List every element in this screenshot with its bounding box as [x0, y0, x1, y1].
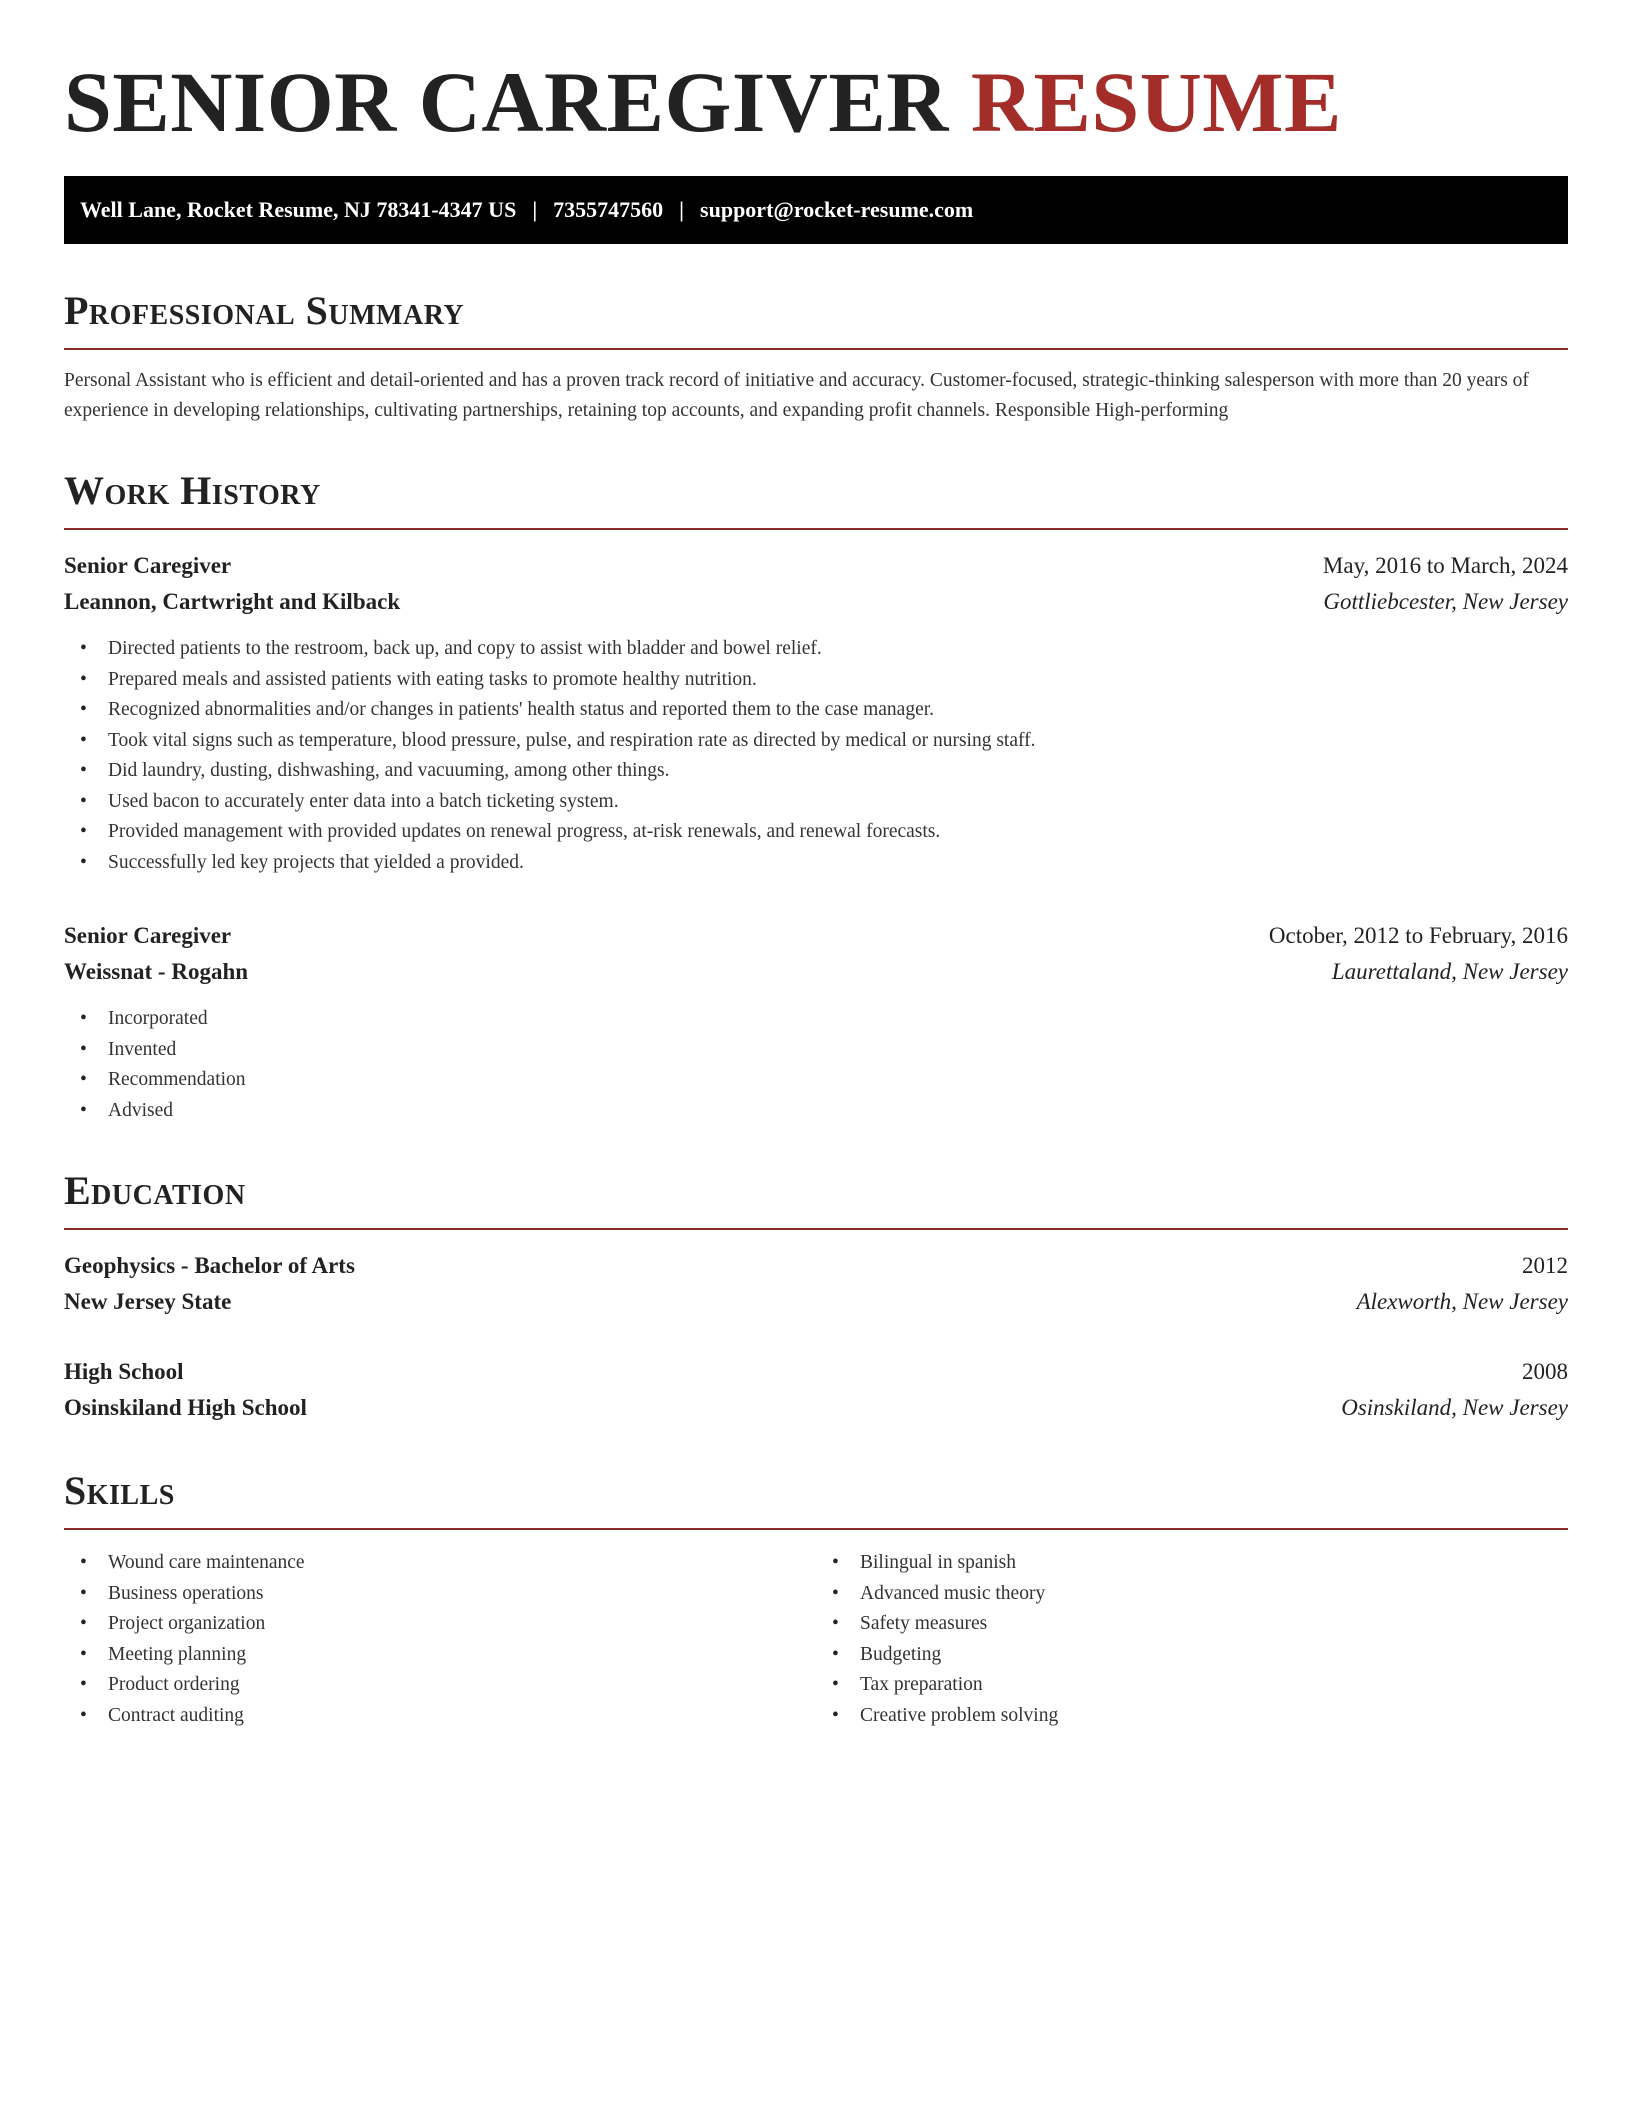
skill-item: • Product ordering: [80, 1670, 816, 1701]
education-entry: [64, 1354, 1568, 1426]
skill-item: • Project organization: [80, 1609, 816, 1640]
job-entry: [64, 548, 1568, 878]
job-location: Gottliebcester, New Jersey: [1323, 589, 1568, 614]
work-history-heading: Work History: [64, 468, 1568, 530]
job-entry: [64, 918, 1568, 1126]
skill-item: • Budgeting: [832, 1640, 1568, 1671]
job-duties-list: [64, 634, 1568, 878]
skill-item: • Meeting planning: [80, 1640, 816, 1671]
skill-item: • Contract auditing: [80, 1701, 816, 1732]
job-title: Senior Caregiver: [64, 923, 232, 948]
summary-text: Personal Assistant who is efficient and detail-oriented and has a proven track record of initiative and accuracy. Customer-focused, strategic-thinking salesperson with more than 20 years of experience in developing relationships, cultivating partnerships, retaining top accounts, and expanding profit channels. Responsible High-performing: [64, 370, 1529, 421]
education-section: [64, 1168, 1568, 1426]
summary-section: [64, 288, 1568, 426]
education-entry: [64, 1248, 1568, 1320]
skill-item: • Advanced music theory: [832, 1579, 1568, 1610]
skills-list-right: [816, 1548, 1568, 1731]
skill-item: • Safety measures: [832, 1609, 1568, 1640]
contact-separator: |: [532, 197, 538, 222]
skills-section: [64, 1468, 1568, 1731]
list-item: • Successfully led key projects that yielded a provided.: [80, 848, 1568, 879]
education-location: Osinskiland, New Jersey: [1341, 1395, 1568, 1420]
contact-separator: |: [679, 197, 685, 222]
list-item: • Took vital signs such as temperature, blood pressure, pulse, and respiration rate as directed by medical or nursing staff.: [80, 726, 1568, 757]
skill-item: • Wound care maintenance: [80, 1548, 816, 1579]
contact-bar: [64, 176, 1568, 244]
education-degree: Geophysics - Bachelor of Arts: [64, 1253, 355, 1278]
education-school-row: [64, 1390, 1568, 1426]
skill-item: • Tax preparation: [832, 1670, 1568, 1701]
title-accent: RESUME: [970, 54, 1342, 150]
job-company: Leannon, Cartwright and Kilback: [64, 589, 401, 614]
list-item: • Prepared meals and assisted patients with eating tasks to promote healthy nutrition.: [80, 665, 1568, 696]
list-item: • Provided management with provided updates on renewal progress, at-risk renewals, and renewal forecasts.: [80, 817, 1568, 848]
job-duties-list: [64, 1004, 1568, 1126]
job-title-row: [64, 918, 1568, 954]
job-title-row: [64, 548, 1568, 584]
job-title: Senior Caregiver: [64, 553, 232, 578]
contact-address: Well Lane, Rocket Resume, NJ 78341-4347 US: [80, 197, 517, 222]
job-dates: October, 2012 to February, 2016: [1268, 923, 1568, 948]
education-school: New Jersey State: [64, 1289, 232, 1314]
education-degree: High School: [64, 1359, 184, 1384]
education-location: Alexworth, New Jersey: [1356, 1289, 1568, 1314]
education-degree-row: [64, 1248, 1568, 1284]
list-item: • Invented: [80, 1035, 1568, 1066]
job-company-row: [64, 584, 1568, 620]
job-dates: May, 2016 to March, 2024: [1322, 553, 1568, 578]
skills-grid: [64, 1548, 1568, 1731]
list-item: • Used bacon to accurately enter data into a batch ticketing system.: [80, 787, 1568, 818]
skills-list-left: [64, 1548, 816, 1731]
education-year: 2008: [1522, 1359, 1568, 1384]
summary-heading: Professional Summary: [64, 288, 1568, 350]
skill-item: • Creative problem solving: [832, 1701, 1568, 1732]
contact-phone: 7355747560: [553, 197, 664, 222]
skill-item: • Business operations: [80, 1579, 816, 1610]
job-location: Laurettaland, New Jersey: [1331, 959, 1568, 984]
title-main: SENIOR CAREGIVER: [64, 54, 949, 150]
skill-item: • Bilingual in spanish: [832, 1548, 1568, 1579]
job-company-row: [64, 954, 1568, 990]
education-school: Osinskiland High School: [64, 1395, 307, 1420]
list-item: • Advised: [80, 1096, 1568, 1127]
job-company: Weissnat - Rogahn: [64, 959, 249, 984]
list-item: • Recommendation: [80, 1065, 1568, 1096]
resume-title: [64, 52, 1568, 152]
education-degree-row: [64, 1354, 1568, 1390]
list-item: • Recognized abnormalities and/or changes in patients' health status and reported them to the case manager.: [80, 695, 1568, 726]
contact-email: support@rocket-resume.com: [700, 197, 974, 222]
list-item: • Did laundry, dusting, dishwashing, and vacuuming, among other things.: [80, 756, 1568, 787]
education-heading: Education: [64, 1168, 1568, 1230]
education-school-row: [64, 1284, 1568, 1320]
skills-heading: Skills: [64, 1468, 1568, 1530]
education-year: 2012: [1522, 1253, 1568, 1278]
resume-content: [64, 52, 1568, 1731]
list-item: • Directed patients to the restroom, back up, and copy to assist with bladder and bowel relief.: [80, 634, 1568, 665]
list-item: • Incorporated: [80, 1004, 1568, 1035]
work-history-section: [64, 468, 1568, 1126]
